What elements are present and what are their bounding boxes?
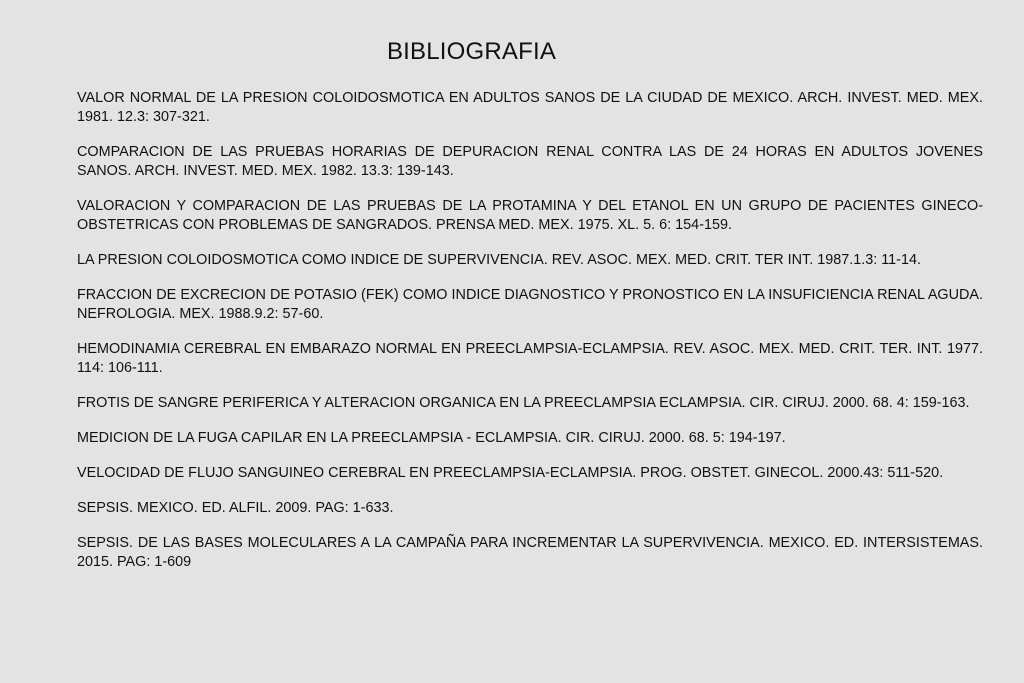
reference-item: SEPSIS. DE LAS BASES MOLECULARES A LA CAMPAÑA PARA INCREMENTAR LA SUPERVIVENCIA. MEXICO. ED. INTERSISTEMAS. 2015. PAG: 1-609 <box>77 535 983 570</box>
reference-item: VALORACION Y COMPARACION DE LAS PRUEBAS DE LA PROTAMINA Y DEL ETANOL EN UN GRUPO DE PACIENTES GINECO-OBSTETRICAS CON PROBLEMAS DE SANGRADOS. PRENSA MED. MEX. 1975. XL. 5. 6: 154-159. <box>77 198 983 233</box>
reference-item: MEDICION DE LA FUGA CAPILAR EN LA PREECLAMPSIA - ECLAMPSIA. CIR. CIRUJ. 2000. 68. 5: 194-197. <box>77 430 786 446</box>
reference-item: FROTIS DE SANGRE PERIFERICA Y ALTERACION ORGANICA EN LA PREECLAMPSIA ECLAMPSIA. CIR. CIRUJ. 2000. 68. 4: 159-163. <box>77 395 970 411</box>
reference-item: LA PRESION COLOIDOSMOTICA COMO INDICE DE SUPERVIVENCIA. REV. ASOC. MEX. MED. CRIT. TER INT. 1987.1.3: 11-14. <box>77 252 921 268</box>
reference-item: HEMODINAMIA CEREBRAL EN EMBARAZO NORMAL EN PREECLAMPSIA-ECLAMPSIA. REV. ASOC. MEX. MED. CRIT. TER. INT. 1977. 114: 106-111. <box>77 341 983 376</box>
reference-item: VALOR NORMAL DE LA PRESION COLOIDOSMOTICA EN ADULTOS SANOS DE LA CIUDAD DE MEXICO. ARCH. INVEST. MED. MEX. 1981. 12.3: 307-321. <box>77 90 983 125</box>
reference-item: COMPARACION DE LAS PRUEBAS HORARIAS DE DEPURACION RENAL CONTRA LAS DE 24 HORAS EN ADULTOS JOVENES SANOS. ARCH. INVEST. MED. MEX. 1982. 13.3: 139-143. <box>77 144 983 179</box>
reference-item: VELOCIDAD DE FLUJO SANGUINEO CEREBRAL EN PREECLAMPSIA-ECLAMPSIA. PROG. OBSTET. GINECOL. 2000.43: 511-520. <box>77 465 944 481</box>
page-title-text: BIBLIOGRAFIA <box>386 38 557 65</box>
reference-list <box>77 89 983 572</box>
reference-item: FRACCION DE EXCRECION DE POTASIO (FEK) COMO INDICE DIAGNOSTICO Y PRONOSTICO EN LA INSUFICIENCIA RENAL AGUDA. NEFROLOGIA. MEX. 1988.9.2: 57-60. <box>77 287 983 322</box>
reference-item: SEPSIS. MEXICO. ED. ALFIL. 2009. PAG: 1-633. <box>77 500 394 516</box>
page-title <box>0 38 943 66</box>
